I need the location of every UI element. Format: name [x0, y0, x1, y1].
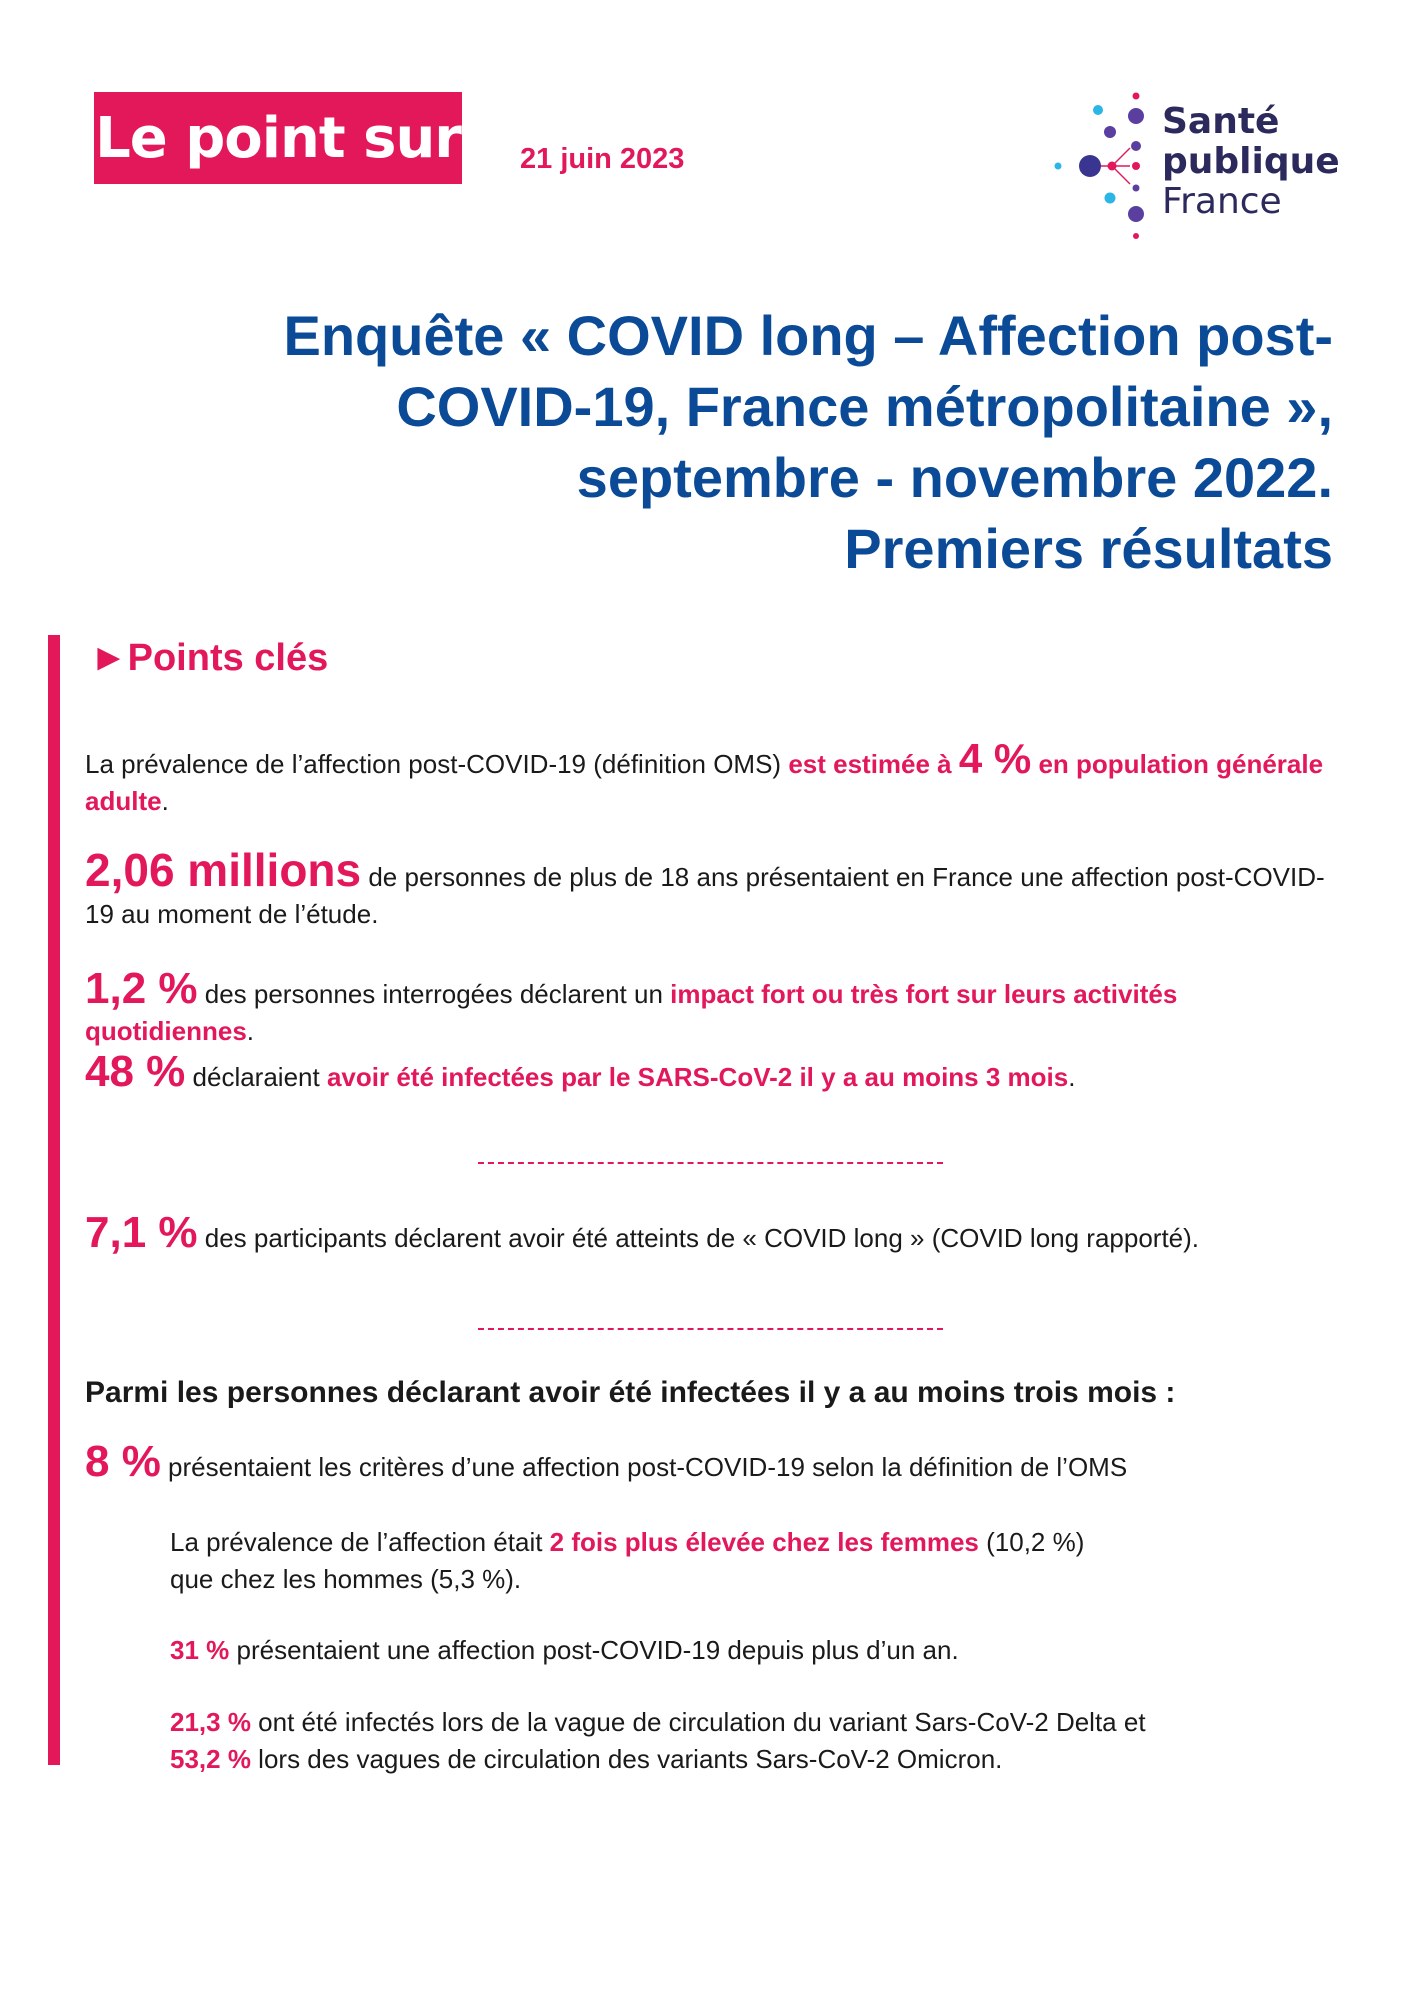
- infected-section-heading: Parmi les personnes déclarant avoir été infectées il y a au moins trois mois :: [85, 1376, 1176, 1409]
- highlight: 53,2 %: [170, 1744, 251, 1774]
- highlight-figure: 4 %: [958, 735, 1032, 782]
- highlight: 31 %: [170, 1635, 230, 1665]
- text: déclaraient: [185, 1062, 327, 1092]
- badge-text: Le point sur: [95, 105, 461, 171]
- infected-point-oms: [85, 1437, 1345, 1486]
- publication-date: 21 juin 2023: [520, 143, 685, 175]
- sub-point-women: [170, 1524, 1090, 1598]
- highlight: est estimée à: [788, 749, 959, 779]
- points-cles-heading: ►Points clés: [90, 637, 329, 679]
- text: .: [246, 1016, 255, 1046]
- logo-line-publique: publique: [1162, 141, 1340, 182]
- highlight-figure: 7,1 %: [85, 1208, 198, 1257]
- text: présentaient les critères d’une affection post-COVID-19 selon la définition de l’OMS: [160, 1452, 1128, 1482]
- key-point-covid-long: [85, 1208, 1345, 1257]
- sub-point-one-year: [170, 1632, 1270, 1669]
- text: .: [1068, 1062, 1076, 1092]
- highlight-figure: 1,2 %: [85, 964, 198, 1013]
- logo-dot-icon: [1105, 193, 1116, 204]
- dashed-separator: [478, 1162, 943, 1164]
- dashed-separator: [478, 1328, 943, 1330]
- key-point-impact: [85, 964, 1345, 1050]
- le-point-sur-badge: [94, 92, 462, 184]
- logo-dot-icon: [1128, 108, 1144, 124]
- text: La prévalence de l’affection post-COVID-19 (définition OMS): [85, 749, 789, 779]
- text: ont été infectés lors de la vague de circulation du variant Sars-CoV-2 Delta et: [250, 1707, 1146, 1737]
- key-point-prevalence: [85, 735, 1345, 820]
- highlight: 21,3 %: [170, 1707, 251, 1737]
- logo-wordmark: [1162, 102, 1340, 222]
- text: lors des vagues de circulation des variants Sars-CoV-2 Omicron.: [250, 1744, 1003, 1774]
- text: La prévalence de l’affection était: [170, 1527, 550, 1557]
- logo-dot-icon: [1133, 185, 1140, 192]
- text: des personnes interrogées déclarent un: [197, 979, 671, 1009]
- title-line: COVID-19, France métropolitaine »,: [396, 375, 1333, 438]
- logo-line-france: France: [1162, 181, 1282, 222]
- highlight: en population générale adulte: [85, 749, 1324, 816]
- logo-dot-icon: [1128, 206, 1144, 222]
- side-accent-bar: [48, 635, 60, 1765]
- highlight-figure: 2,06 millions: [85, 844, 362, 896]
- highlight: 2 fois plus élevée chez les femmes: [549, 1527, 979, 1557]
- key-point-millions: [85, 844, 1345, 933]
- logo-dot-icon: [1079, 155, 1101, 177]
- logo-line-sante: Santé: [1162, 101, 1280, 142]
- logo-dot-icon: [1108, 162, 1117, 171]
- title-line: Premiers résultats: [844, 517, 1333, 580]
- logo-dot-icon: [1133, 93, 1140, 100]
- logo-dot-icon: [1133, 233, 1139, 239]
- document-title: [93, 300, 1333, 584]
- text: .: [161, 786, 169, 816]
- highlight-figure: 48 %: [85, 1047, 186, 1096]
- logo-dot-icon: [1104, 126, 1116, 138]
- title-line: septembre - novembre 2022.: [576, 446, 1333, 509]
- text: (10,2 %) que chez les hommes (5,3 %).: [170, 1527, 1085, 1594]
- title-line: Enquête « COVID long – Affection post-: [283, 304, 1333, 367]
- logo-dot-icon: [1131, 141, 1141, 151]
- logo-dot-icon: [1093, 105, 1103, 115]
- highlight: impact fort ou très fort sur leurs activités quotidiennes: [85, 979, 1178, 1046]
- sub-point-variants: [170, 1704, 1270, 1778]
- key-point-infected: [85, 1047, 1345, 1096]
- logo-dot-icon: [1055, 163, 1062, 170]
- highlight-figure: 8 %: [85, 1437, 161, 1486]
- logo-dot-icon: [1132, 162, 1140, 170]
- text: des participants déclarent avoir été atteints de « COVID long » (COVID long rapporté).: [197, 1223, 1200, 1253]
- text: présentaient une affection post-COVID-19 depuis plus d’un an.: [229, 1635, 959, 1665]
- text: de personnes de plus de 18 ans présentaient en France une affection post-COVID-19 au moment de l’étude.: [85, 862, 1325, 929]
- highlight: avoir été infectées par le SARS-CoV-2 il y a au moins 3 mois: [326, 1062, 1069, 1092]
